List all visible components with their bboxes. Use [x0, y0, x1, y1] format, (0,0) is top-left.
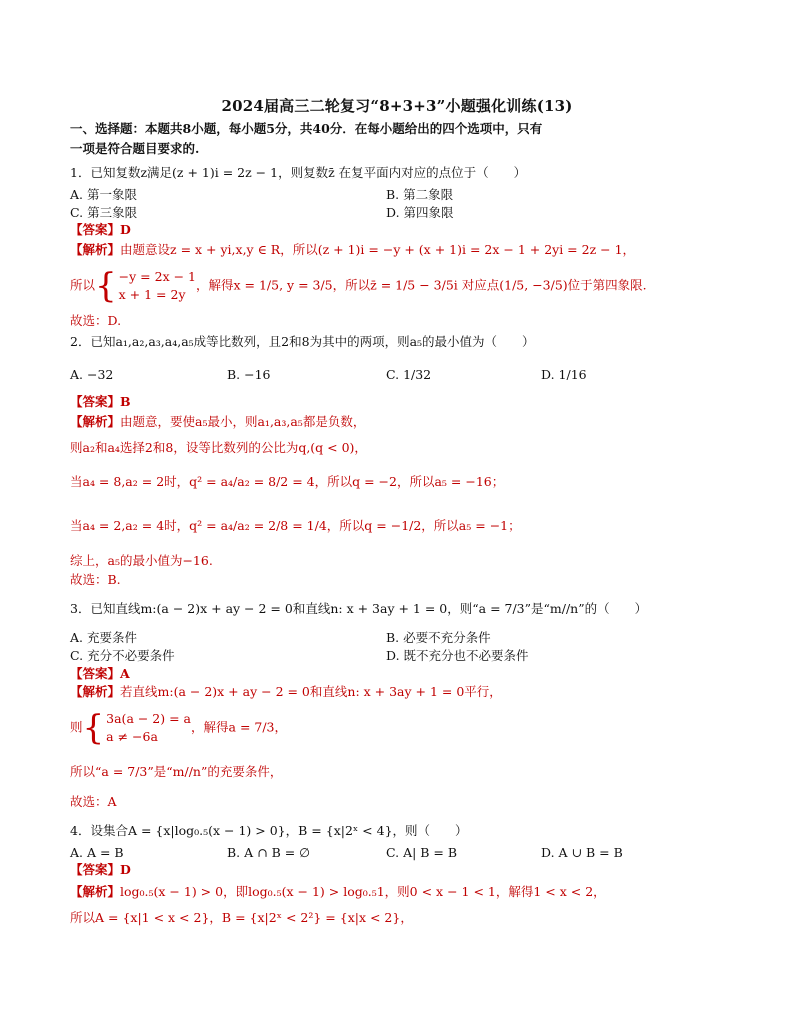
answer-label: 【答案】 — [70, 862, 121, 877]
q3-analysis-text-2: ，解得a = 7/3， — [191, 719, 288, 735]
q4-option-d: D. A ∪ B = B — [541, 845, 623, 860]
q1-conclusion: 故选：D. — [70, 313, 122, 328]
answer-label: 【答案】 — [70, 222, 121, 237]
section-heading-line1: 一、选择题：本题共8小题，每小题5分，共40分．在每小题给出的四个选项中，只有 — [70, 121, 543, 136]
q3-analysis-1 — [70, 684, 502, 700]
q3-option-b: B. 必要不充分条件 — [386, 630, 491, 645]
answer-label: 【答案】 — [70, 394, 121, 409]
q2-analysis-3: 当a₄ = 8,a₂ = 2时，q² = a₄/a₂ = 8/2 = 4，所以q = −2，所以a₅ = −16； — [70, 474, 505, 489]
q3-brace: { — [82, 708, 105, 748]
q1-option-d: D. 第四象限 — [386, 205, 454, 220]
q4-analysis-2: 所以A = {x|1 < x < 2}，B = {x|2ˣ < 2²} = {x|x < 2}， — [70, 910, 413, 925]
q1-option-b: B. 第二象限 — [386, 187, 454, 202]
q3-option-d: D. 既不充分也不必要条件 — [386, 648, 529, 663]
q4-answer — [70, 862, 131, 878]
q3-system — [106, 710, 191, 746]
q1-brace: { — [95, 266, 117, 306]
q2-analysis-1 — [70, 414, 365, 430]
q1-system-eq2: x + 1 = 2y — [118, 287, 186, 302]
q1-system — [119, 268, 196, 304]
q4-stem: 4．设集合A = {x|log₀.₅(x − 1) > 0}，B = {x|2ˣ < 4}，则（ ） — [70, 823, 468, 838]
q3-system-eq1: 3a(a − 2) = a — [106, 711, 192, 726]
q2-option-a: A. −32 — [70, 367, 114, 382]
q2-analysis-text-1: 由题意，要使a₅最小，则a₁,a₃,a₅都是负数， — [120, 414, 366, 429]
q4-answer-value: D — [120, 862, 131, 877]
q4-option-a: A. A = B — [70, 845, 124, 860]
q1-option-a: A. 第一象限 — [70, 187, 137, 202]
q2-option-c: C. 1/32 — [386, 367, 432, 382]
analysis-label: 【解析】 — [70, 242, 121, 257]
q4-option-b: B. A ∩ B = ∅ — [227, 845, 311, 860]
q3-conclusion: 故选：A — [70, 794, 117, 809]
section-heading-line2: 一项是符合题目要求的. — [70, 141, 200, 156]
q2-option-b: B. −16 — [227, 367, 271, 382]
analysis-label: 【解析】 — [70, 884, 121, 899]
q1-analysis-1 — [70, 242, 635, 258]
q2-answer — [70, 394, 131, 410]
analysis-label: 【解析】 — [70, 684, 121, 699]
q1-system-eq1: −y = 2x − 1 — [118, 269, 196, 284]
q3-analysis-3: 所以“a = 7/3”是“m//n”的充要条件， — [70, 764, 283, 779]
q1-answer-value: D — [120, 222, 131, 237]
q1-analysis-2 — [70, 268, 647, 304]
q2-conclusion: 故选：B. — [70, 572, 121, 587]
q1-analysis-text-1: 由题意设z = x + yi,x,y ∈ R，所以(z + 1)i = −y + (x + 1)i = 2x − 1 + 2yi = 2z − 1， — [120, 242, 636, 257]
q2-analysis-4: 当a₄ = 2,a₂ = 4时，q² = a₄/a₂ = 2/8 = 1/4，所以q = −1/2，所以a₅ = −1； — [70, 518, 521, 533]
q3-option-c: C. 充分不必要条件 — [70, 648, 175, 663]
q4-analysis-text-1: log₀.₅(x − 1) > 0，即log₀.₅(x − 1) > log₀.₅1，则0 < x − 1 < 1，解得1 < x < 2， — [120, 884, 606, 899]
q3-stem: 3．已知直线m:(a − 2)x + ay − 2 = 0和直线n: x + 3ay + 1 = 0，则“a = 7/3”是“m//n”的（ ） — [70, 601, 648, 616]
q1-option-c: C. 第三象限 — [70, 205, 138, 220]
q1-answer — [70, 222, 131, 238]
answer-label: 【答案】 — [70, 666, 121, 681]
q2-analysis-5: 综上，a₅的最小值为−16. — [70, 553, 213, 568]
q2-option-d: D. 1/16 — [541, 367, 587, 382]
analysis-label: 【解析】 — [70, 414, 121, 429]
q2-analysis-2: 则a₂和a₄选择2和8，设等比数列的公比为q,(q < 0)， — [70, 440, 367, 455]
q1-analysis-prefix: 所以 — [70, 277, 96, 293]
q1-analysis-text-2: ，解得x = 1/5, y = 3/5，所以z̄ = 1/5 − 3/5i 对应点(1/5, −3/5)位于第四象限. — [196, 277, 647, 293]
page-title: 2024届高三二轮复习“8+3+3”小题强化训练(13) — [221, 97, 573, 115]
q3-system-eq2: a ≠ −6a — [106, 729, 158, 744]
q2-answer-value: B — [120, 394, 131, 409]
q3-option-a: A. 充要条件 — [70, 630, 137, 645]
q4-analysis-1 — [70, 884, 606, 900]
q1-stem: 1．已知复数z满足(z + 1)i = 2z − 1，则复数z̄ 在复平面内对应的点位于（ ） — [70, 165, 527, 180]
q4-option-c: C. A| B = B — [386, 845, 458, 860]
q3-answer — [70, 666, 130, 682]
q2-stem: 2．已知a₁,a₂,a₃,a₄,a₅成等比数列，且2和8为其中的两项，则a₅的最小值为（ ） — [70, 334, 535, 349]
q3-analysis-2 — [70, 710, 287, 746]
q3-analysis-text-1: 若直线m:(a − 2)x + ay − 2 = 0和直线n: x + 3ay + 1 = 0平行， — [120, 684, 502, 699]
q3-answer-value: A — [120, 666, 130, 681]
q3-analysis-prefix: 则 — [70, 719, 83, 735]
